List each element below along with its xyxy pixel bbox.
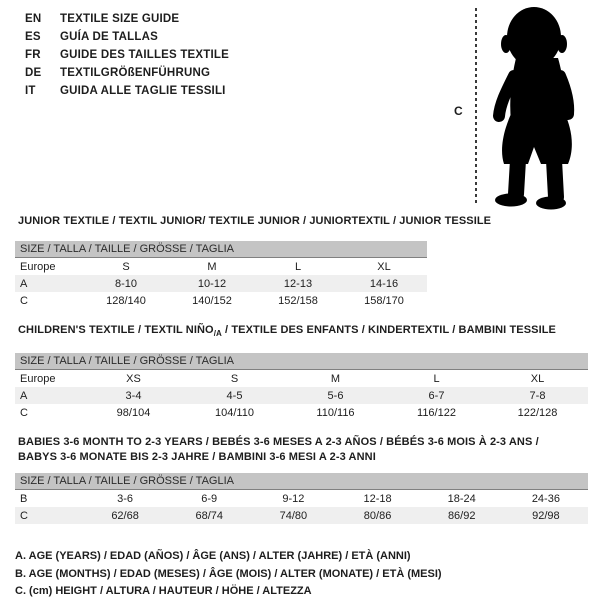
height-label-c: C	[454, 104, 463, 118]
size-value-cell: 116/122	[417, 406, 456, 419]
size-value-cell: M	[207, 260, 217, 273]
row-label-cell: C	[20, 294, 28, 307]
footnote-a: A. AGE (YEARS) / EDAD (AÑOS) / ÂGE (ANS) / ALTER (JAHRE) / ETÀ (ANNI)	[15, 550, 411, 563]
size-value-cell: 3-4	[83, 387, 184, 404]
language-code: FR	[25, 49, 41, 61]
language-label: TEXTILGRÖßENFÜHRUNG	[60, 67, 211, 79]
size-value-cell: 12-13	[255, 275, 341, 292]
size-value-cell: S	[230, 372, 239, 385]
size-header-bar	[15, 473, 588, 490]
size-value-cell: 6-7	[386, 387, 487, 404]
size-value-cell: 14-16	[341, 275, 427, 292]
baby-silhouette-icon	[484, 4, 588, 212]
size-value-cell: 80/86	[335, 507, 419, 524]
children-size-table	[15, 353, 588, 421]
language-code: DE	[25, 67, 42, 79]
language-row	[25, 46, 229, 64]
size-value-cell: 18-24	[447, 492, 476, 505]
language-title-list	[25, 10, 229, 100]
footnote-c: C. (cm) HEIGHT / ALTURA / HAUTEUR / HÖHE / ALTEZZA	[15, 585, 312, 598]
table-row	[15, 387, 588, 404]
row-label-cell: Europe	[20, 372, 56, 385]
table-row	[15, 490, 588, 508]
size-value-cell: 104/110	[215, 406, 254, 419]
children-title-subscript: /A	[213, 329, 222, 339]
language-row	[25, 82, 229, 100]
language-code: ES	[25, 31, 41, 43]
size-value-cell: 86/92	[420, 507, 504, 524]
children-title-post: / TEXTILE DES ENFANTS / KINDERTEXTIL / BAMBINI TESSILE	[221, 324, 556, 336]
table-row	[15, 404, 588, 421]
size-value-cell: 98/104	[116, 406, 151, 419]
children-table-title	[18, 323, 588, 341]
size-header-label: SIZE / TALLA / TAILLE / GRÖSSE / TAGLIA	[15, 353, 588, 370]
row-label-cell: B	[20, 492, 28, 505]
footnote-legend	[15, 548, 588, 601]
row-label-cell: C	[15, 507, 83, 524]
junior-size-table	[15, 241, 427, 309]
babies-title-line1: BABIES 3-6 MONTH TO 2-3 YEARS / BEBÉS 3-6 MESES A 2-3 AÑOS / BÉBÉS 3-6 MOIS À 2-3 ANS /	[18, 436, 539, 449]
size-value-cell: 110/116	[316, 406, 355, 419]
size-value-cell: L	[433, 372, 440, 385]
row-label-cell: A	[15, 387, 83, 404]
size-header-label: SIZE / TALLA / TAILLE / GRÖSSE / TAGLIA	[15, 241, 427, 258]
height-measure-figure	[440, 0, 600, 215]
table-row	[15, 275, 427, 292]
language-row	[25, 28, 229, 46]
size-value-cell: XS	[126, 372, 141, 385]
babies-size-table	[15, 473, 588, 524]
size-value-cell: 68/74	[167, 507, 251, 524]
table-row	[15, 507, 588, 524]
babies-table-title	[18, 435, 588, 465]
size-value-cell: M	[330, 372, 341, 385]
size-value-cell: 7-8	[487, 387, 588, 404]
height-dashed-line	[475, 8, 477, 206]
size-value-cell: 158/170	[364, 294, 404, 307]
size-value-cell: 3-6	[117, 492, 134, 505]
size-value-cell: 92/98	[504, 507, 588, 524]
size-header-bar	[15, 241, 427, 258]
size-value-cell: 128/140	[106, 294, 146, 307]
size-guide-content	[15, 214, 588, 601]
size-header-bar	[15, 353, 588, 370]
table-row	[15, 258, 427, 276]
row-label-cell: Europe	[20, 260, 56, 273]
junior-table-title: JUNIOR TEXTILE / TEXTIL JUNIOR/ TEXTILE JUNIOR / JUNIORTEXTIL / JUNIOR TESSILE	[18, 215, 492, 227]
size-value-cell: S	[122, 260, 130, 273]
size-value-cell: 74/80	[251, 507, 335, 524]
size-value-cell: XL	[530, 372, 545, 385]
size-value-cell: 12-18	[363, 492, 392, 505]
size-value-cell: 152/158	[278, 294, 318, 307]
language-row	[25, 64, 229, 82]
size-value-cell: L	[294, 260, 302, 273]
row-label-cell: C	[20, 406, 28, 419]
size-value-cell: 8-10	[83, 275, 169, 292]
language-label: GUÍA DE TALLAS	[60, 31, 158, 43]
footnote-b: B. AGE (MONTHS) / EDAD (MESES) / ÂGE (MOIS) / ALTER (MONATE) / ETÀ (MESI)	[15, 567, 442, 580]
language-label: GUIDA ALLE TAGLIE TESSILI	[60, 85, 226, 97]
size-value-cell: XL	[377, 260, 391, 273]
language-label: GUIDE DES TAILLES TEXTILE	[60, 49, 229, 61]
table-row	[15, 370, 588, 388]
size-value-cell: 9-12	[282, 492, 305, 505]
row-label-cell: A	[15, 275, 83, 292]
size-value-cell: 24-36	[531, 492, 560, 505]
size-value-cell: 140/152	[192, 294, 232, 307]
size-header-label: SIZE / TALLA / TAILLE / GRÖSSE / TAGLIA	[15, 473, 588, 490]
size-value-cell: 10-12	[169, 275, 255, 292]
babies-title-line2: BABYS 3-6 MONATE BIS 2-3 JAHRE / BAMBINI 3-6 MESI A 2-3 ANNI	[18, 451, 376, 464]
language-code: EN	[25, 13, 42, 25]
size-value-cell: 122/128	[517, 406, 558, 419]
size-value-cell: 62/68	[83, 507, 167, 524]
table-row	[15, 292, 427, 309]
size-value-cell: 4-5	[184, 387, 285, 404]
language-row	[25, 10, 229, 28]
children-title-pre: CHILDREN'S TEXTILE / TEXTIL NIÑO	[18, 324, 214, 336]
size-value-cell: 6-9	[201, 492, 218, 505]
language-label: TEXTILE SIZE GUIDE	[60, 13, 180, 25]
size-value-cell: 5-6	[285, 387, 386, 404]
language-code: IT	[25, 85, 36, 97]
